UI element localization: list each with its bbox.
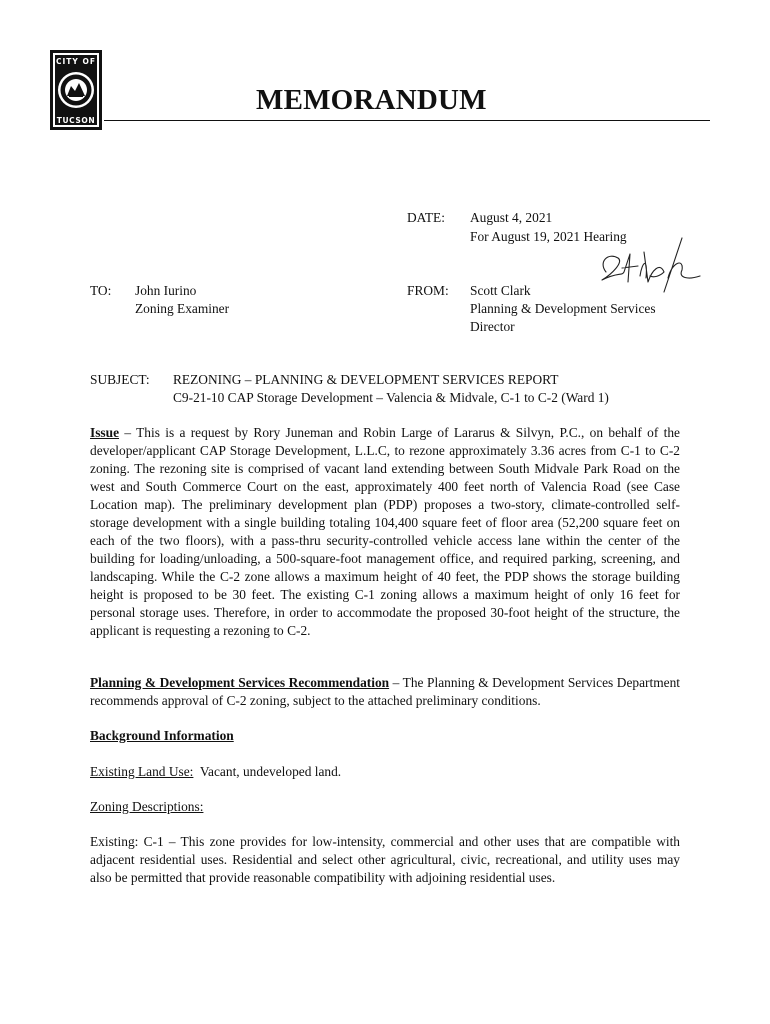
existing-land-use	[90, 763, 341, 781]
issue-paragraph	[90, 424, 680, 640]
memo-title: MEMORANDUM	[256, 84, 487, 116]
seal-top-text: CITY OF	[56, 57, 96, 66]
to-label: TO:	[90, 283, 112, 298]
from-label: FROM:	[407, 283, 449, 298]
city-seal-logo	[50, 50, 102, 130]
background-heading: Background Information	[90, 728, 234, 743]
recommendation-heading: Planning & Development Services Recommendation	[90, 675, 390, 690]
subject-line-1: REZONING – PLANNING & DEVELOPMENT SERVICES REPORT	[173, 372, 559, 387]
header-rule	[104, 120, 710, 121]
to-name: John Iurino	[135, 283, 197, 298]
to-title: Zoning Examiner	[135, 301, 230, 316]
recommendation-paragraph	[90, 674, 680, 710]
from-name: Scott Clark	[470, 283, 531, 298]
from-title-2: Director	[470, 319, 515, 334]
zoning-descriptions-heading: Zoning Descriptions:	[90, 799, 204, 814]
hearing-date: For August 19, 2021 Hearing	[470, 229, 627, 244]
date-label: DATE:	[407, 210, 445, 225]
subject-line-2: C9-21-10 CAP Storage Development – Valencia & Midvale, C-1 to C-2 (Ward 1)	[173, 390, 609, 405]
subject-label: SUBJECT:	[90, 372, 150, 387]
date-value: August 4, 2021	[470, 210, 553, 225]
signature	[588, 232, 718, 296]
land-use-label: Existing Land Use:	[90, 764, 194, 779]
from-title: Planning & Development Services	[470, 301, 656, 316]
seal-bottom-text: TUCSON	[56, 116, 96, 125]
land-use-value: Vacant, undeveloped land.	[193, 764, 342, 779]
existing-zoning-paragraph: Existing: C-1 – This zone provides for low-intensity, commercial and other uses that are compatible with adjacent residential uses. Residential and select other agricultural, civic, recreational, and utility uses may also be permitted that provide reasonable compatibility with adjoining residential uses.	[90, 834, 680, 885]
issue-text: – This is a request by Rory Juneman and Robin Large of Lararus & Silvyn, P.C., on behalf of the developer/applicant CAP Storage Development, L.L.C, to rezone approximately 3.36 acres from C-1 to C-2 zoning. The rezoning site is comprised of vacant land extending between South Midvale Park Road on the west and South Commerce Court on the east, approximately 400 feet north of Valencia Road (see Case Location map). The preliminary development plan (PDP) proposes a two-story, climate-controlled self-storage development with a single building totaling 104,400 square feet of floor area (52,200 square feet on each of the two floors), with a pass-thru security-controlled vehicle access lane within the center of the building for loading/unloading, a 500-square-foot management office, and required parking, screening, and landscaping. While the C-2 zone allows a maximum height of 40 feet, the PDP shows the storage building height is proposed to be 30 feet. The existing C-1 zoning allows a maximum height of only 16 feet for personal storage uses. Therefore, in order to accommodate the proposed 30-foot height of the structure, the applicant is requesting a rezoning to C-2.	[90, 425, 680, 638]
issue-heading: Issue	[90, 425, 120, 440]
recommendation-text: – The Planning & Development Services Department recommends approval of C-2 zoning, subject to the attached preliminary conditions.	[90, 675, 680, 708]
